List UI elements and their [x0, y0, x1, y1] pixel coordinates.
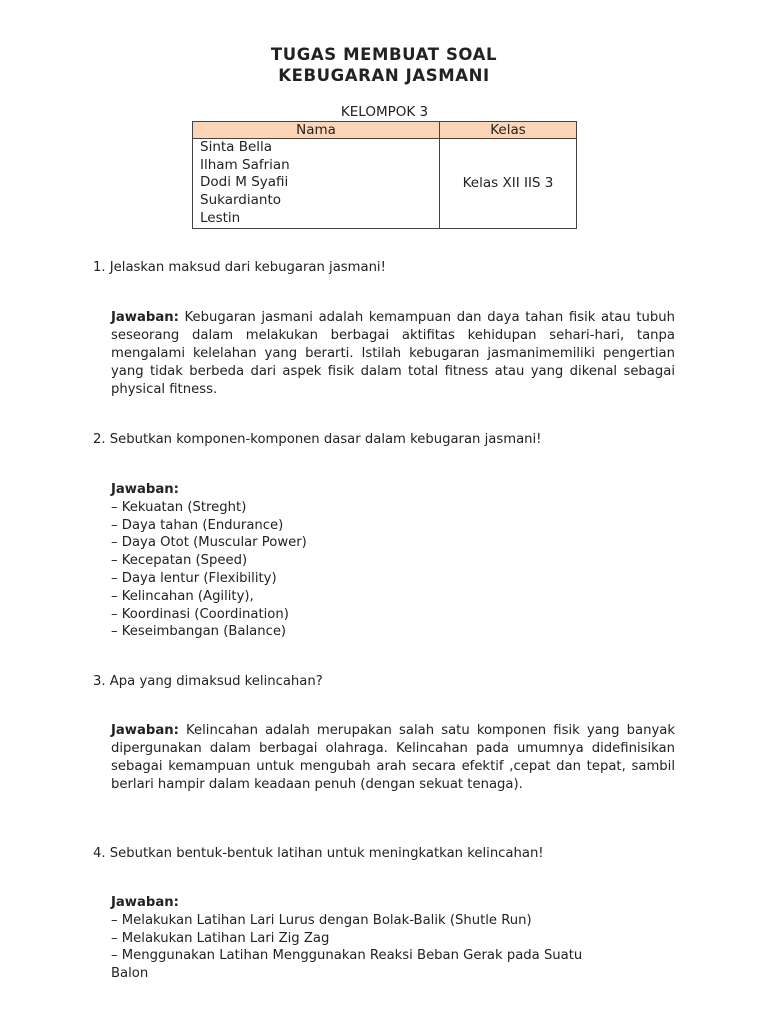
- title-line-2: KEBUGARAN JASMANI: [278, 66, 490, 85]
- list-item: – Melakukan Latihan Lari Lurus dengan Bolak-Balik (Shutle Run): [111, 912, 532, 928]
- list-item: – Melakukan Latihan Lari Zig Zag: [111, 930, 330, 946]
- question-3: 3. Apa yang dimaksud kelincahan?: [93, 674, 323, 689]
- answer-3-text: Kelincahan adalah merupakan salah satu komponen fisik yang banyak dipergunakan dalam berbagai olahraga. Kelincahan pada umumnya didefinisikan sebagai kemampuan untuk mengubah arah secara efektif ,cepat dan tepat, sambil berlari hampir dalam keadaan penuh (dengan sekuat tenaga).: [111, 723, 675, 792]
- list-item: – Kekuatan (Streght): [111, 499, 247, 515]
- member-name: Lestin: [200, 209, 241, 226]
- question-2: 2. Sebutkan komponen-komponen dasar dalam kebugaran jasmani!: [93, 432, 542, 447]
- list-item: – Menggunakan Latihan Menggunakan Reaksi Beban Gerak pada Suatu: [111, 948, 583, 964]
- table-row: [193, 139, 577, 229]
- question-1: 1. Jelaskan maksud dari kebugaran jasmani!: [93, 260, 386, 275]
- header-nama: Nama: [193, 122, 440, 139]
- member-name: Sinta Bella: [200, 139, 273, 155]
- answer-3: [111, 722, 675, 794]
- list-item: – Daya Otot (Muscular Power): [111, 535, 307, 551]
- header-kelas: Kelas: [440, 122, 577, 139]
- answer-1-text: Kebugaran jasmani adalah kemampuan dan daya tahan fisik atau tubuh seseorang dalam melakukan berbagai aktifitas kehidupan sehari-hari, tanpa mengalami kelelahan yang berarti. Istilah kebugaran jasmanimemiliki pengertian yang tidak berbeda dari aspek fisik dalam total fitness atau yang dikenal sebagai physical fitness.: [111, 310, 675, 397]
- list-item: Balon: [111, 966, 149, 982]
- list-item: – Kecepatan (Speed): [111, 553, 248, 569]
- member-name: Dodi M Syafii: [200, 174, 289, 191]
- answer-label: Jawaban:: [111, 723, 179, 738]
- answer-4-list: [111, 894, 691, 983]
- names-cell: [193, 139, 440, 229]
- kelas-cell: Kelas XII IIS 3: [440, 139, 577, 229]
- answer-2-list: [111, 481, 691, 641]
- answer-label: Jawaban:: [111, 482, 179, 497]
- answer-1: [111, 309, 675, 399]
- table-header-row: [193, 122, 577, 139]
- member-name: Sukardianto: [200, 192, 281, 209]
- members-table: [192, 121, 577, 229]
- question-4: 4. Sebutkan bentuk-bentuk latihan untuk meningkatkan kelincahan!: [93, 846, 544, 861]
- member-name: Ilham Safrian: [200, 156, 290, 173]
- title-line-1: TUGAS MEMBUAT SOAL: [270, 45, 498, 64]
- group-label: KELOMPOK 3: [340, 104, 429, 120]
- list-item: – Keseimbangan (Balance): [111, 624, 287, 640]
- answer-label: Jawaban:: [111, 895, 179, 910]
- list-item: – Koordinasi (Coordination): [111, 606, 289, 622]
- list-item: – Daya tahan (Endurance): [111, 517, 284, 533]
- list-item: – Kelincahan (Agility),: [111, 588, 254, 604]
- answer-label: Jawaban:: [111, 310, 179, 325]
- list-item: – Daya lentur (Flexibility): [111, 570, 277, 586]
